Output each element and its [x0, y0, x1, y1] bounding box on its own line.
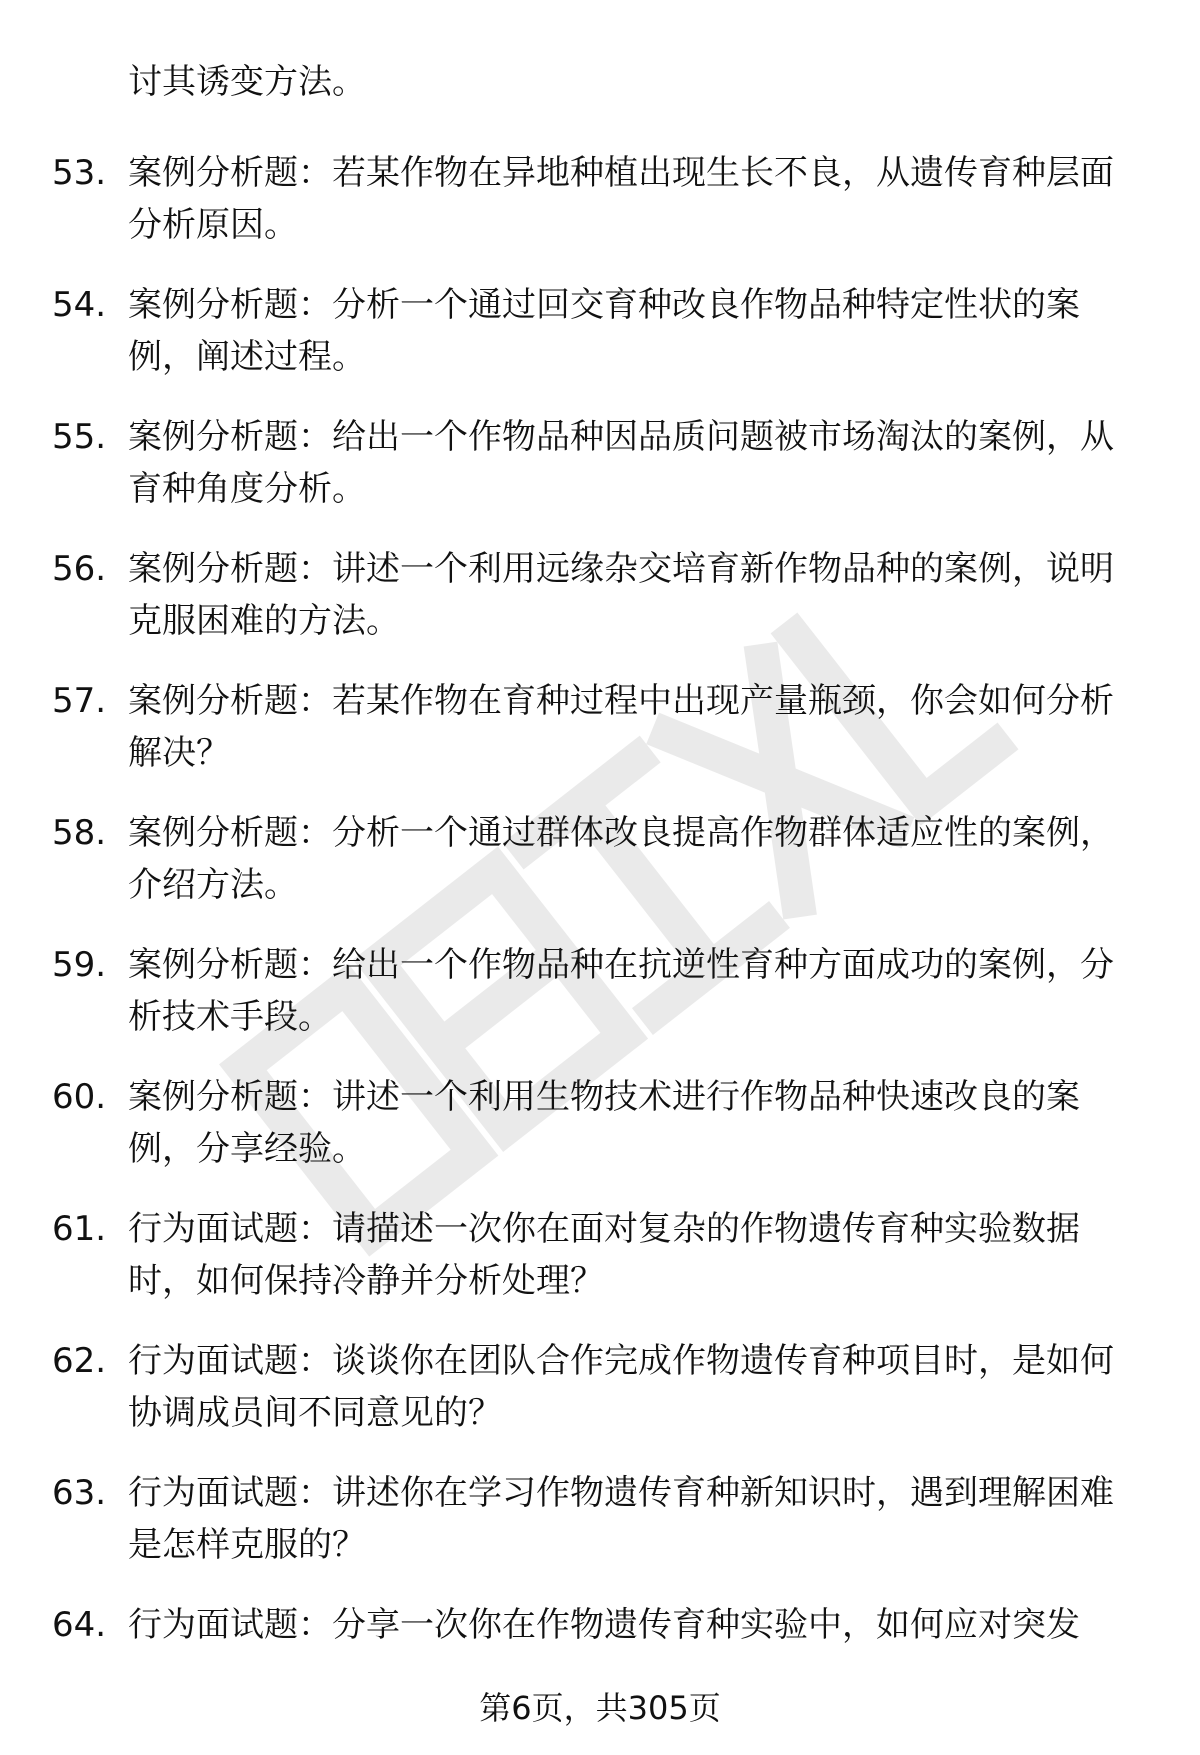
- question-number: 55.: [52, 417, 107, 457]
- question-text: 案例分析题：若某作物在异地种植出现生长不良，从遗传育种层面分析原因。: [128, 153, 1114, 245]
- list-item: [0, 665, 1200, 797]
- continuation-text: 讨其诱变方法。: [128, 62, 366, 102]
- question-text: 案例分析题：讲述一个利用远缘杂交培育新作物品种的案例，说明克服困难的方法。: [128, 549, 1114, 641]
- list-item: [0, 797, 1200, 929]
- list-item: [0, 269, 1200, 401]
- question-text: 案例分析题：讲述一个利用生物技术进行作物品种快速改良的案例，分享经验。: [128, 1077, 1080, 1169]
- question-number: 62.: [52, 1341, 107, 1381]
- list-item: [0, 1325, 1200, 1457]
- question-text: 案例分析题：给出一个作物品种在抗逆性育种方面成功的案例，分析技术手段。: [128, 945, 1114, 1037]
- list-item: [0, 1457, 1200, 1589]
- question-number: 54.: [52, 285, 107, 325]
- question-list: [0, 137, 1200, 1721]
- question-text: 行为面试题：分享一次你在作物遗传育种实验中，如何应对突发: [128, 1605, 1080, 1645]
- question-number: 58.: [52, 813, 107, 853]
- page-footer: 第6页，共305页: [479, 1689, 721, 1727]
- list-item: [0, 1193, 1200, 1325]
- question-number: 53.: [52, 153, 107, 193]
- question-text: 案例分析题：分析一个通过回交育种改良作物品种特定性状的案例，阐述过程。: [128, 285, 1080, 377]
- question-number: 56.: [52, 549, 107, 589]
- question-text: 行为面试题：请描述一次你在面对复杂的作物遗传育种实验数据时，如何保持冷静并分析处理？: [128, 1209, 1080, 1301]
- list-item: [0, 1061, 1200, 1193]
- question-number: 57.: [52, 681, 107, 721]
- list-item: [0, 929, 1200, 1061]
- question-text: 案例分析题：给出一个作物品种因品质问题被市场淘汰的案例，从育种角度分析。: [128, 417, 1114, 509]
- question-number: 60.: [52, 1077, 107, 1117]
- question-number: 63.: [52, 1473, 107, 1513]
- list-item: [0, 401, 1200, 533]
- question-text: 行为面试题：讲述你在学习作物遗传育种新知识时，遇到理解困难是怎样克服的？: [128, 1473, 1114, 1565]
- question-text: 案例分析题：若某作物在育种过程中出现产量瓶颈，你会如何分析解决？: [128, 681, 1114, 773]
- list-item: [0, 533, 1200, 665]
- question-number: 59.: [52, 945, 107, 985]
- question-text: 案例分析题：分析一个通过群体改良提高作物群体适应性的案例，介绍方法。: [128, 813, 1114, 905]
- question-number: 61.: [52, 1209, 107, 1249]
- question-number: 64.: [52, 1605, 107, 1645]
- list-item: [0, 137, 1200, 269]
- question-text: 行为面试题：谈谈你在团队合作完成作物遗传育种项目时，是如何协调成员间不同意见的？: [128, 1341, 1114, 1433]
